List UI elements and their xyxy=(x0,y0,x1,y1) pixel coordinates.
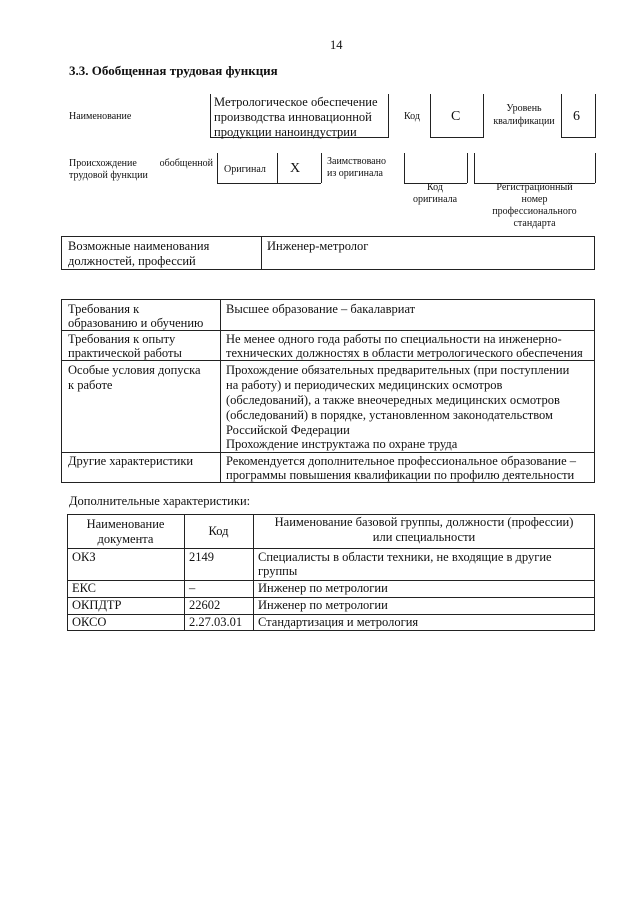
section-title: 3.3. Обобщенная трудовая функция xyxy=(69,63,278,78)
add-row-1-doc: ОКЗ xyxy=(72,550,96,564)
req-3-value-6: Прохождение инструктажа по охране труда xyxy=(226,437,458,451)
add-row-2-code: – xyxy=(189,581,196,595)
code-value: C xyxy=(451,109,461,124)
code-original-caption-1: Код xyxy=(427,182,443,193)
req-2-label-2: практической работы xyxy=(68,346,182,360)
req-2-value-1: Не менее одного года работы по специальности на инженерно- xyxy=(226,332,562,346)
header-code: Код xyxy=(208,524,229,538)
reg-caption-2: номер xyxy=(521,194,548,205)
positions-label-line-2: должностей, профессий xyxy=(68,254,196,268)
add-row-1-name-2: группы xyxy=(258,564,298,578)
additional-title: Дополнительные характеристики: xyxy=(69,494,251,508)
req-4-value-1: Рекомендуется дополнительное профессиональное образование – xyxy=(226,454,577,468)
req-3-label-1: Особые условия допуска xyxy=(68,363,201,377)
add-row-2-doc: ЕКС xyxy=(72,581,96,595)
code-label: Код xyxy=(404,111,420,122)
origin-mark: X xyxy=(290,161,301,176)
add-row-2-name-1: Инженер по метрологии xyxy=(258,581,388,595)
header-doc-1: Наименование xyxy=(86,517,165,531)
add-row-3-doc: ОКПДТР xyxy=(72,598,122,612)
origin-label-line-2: трудовой функции xyxy=(69,170,148,181)
level-label-line-2: квалификации xyxy=(493,116,555,127)
positions-label-line-1: Возможные наименования xyxy=(68,239,210,253)
req-1-label-2: образованию и обучению xyxy=(68,316,204,330)
reg-caption-3: профессионального xyxy=(492,206,577,217)
req-2-value-2: технических должностях в области метрологического обеспечения xyxy=(226,346,583,360)
add-row-4-name-1: Стандартизация и метрология xyxy=(258,615,419,629)
header-group-2: или специальности xyxy=(372,530,476,544)
name-value-line-1: Метрологическое обеспечение xyxy=(214,95,378,109)
name-value-line-3: продукции наноиндустрии xyxy=(214,125,357,139)
add-row-1-code: 2149 xyxy=(189,550,214,564)
req-3-value-1: Прохождение обязательных предварительных (при поступлении xyxy=(226,363,570,377)
borrowed-label-line-1: Заимствовано xyxy=(327,156,386,167)
header-doc-2: документа xyxy=(97,532,154,546)
level-value: 6 xyxy=(573,109,580,124)
name-value-line-2: производства инновационной xyxy=(214,110,372,124)
reg-caption-4: стандарта xyxy=(513,218,556,229)
name-label: Наименование xyxy=(69,111,132,122)
req-3-value-2: на работу) и периодических медицинских осмотров xyxy=(226,378,503,392)
req-4-value-2: программы повышения квалификации по профилю деятельности xyxy=(226,468,575,482)
header-group-1: Наименование базовой группы, должности (профессии) xyxy=(274,515,574,529)
code-original-caption-2: оригинала xyxy=(412,194,458,205)
req-3-label-2: к работе xyxy=(68,378,113,392)
positions-value: Инженер-метролог xyxy=(267,239,369,253)
origin-label-line-1: Происхождение обобщенной xyxy=(69,158,213,169)
original-label: Оригинал xyxy=(224,164,266,175)
reg-caption-1: Регистрационный xyxy=(496,182,573,193)
add-row-4-doc: ОКСО xyxy=(72,615,107,629)
req-4-label-1: Другие характеристики xyxy=(68,454,194,468)
page-number: 14 xyxy=(330,38,343,52)
add-row-3-code: 22602 xyxy=(189,598,221,612)
req-1-value-1: Высшее образование – бакалавриат xyxy=(226,302,416,316)
req-1-label-1: Требования к xyxy=(68,302,140,316)
add-row-4-code: 2.27.03.01 xyxy=(189,615,243,629)
req-2-label-1: Требования к опыту xyxy=(68,332,176,346)
req-3-value-3: (обследований), а также внеочередных медицинских осмотров xyxy=(226,393,560,407)
add-row-1-name-1: Специалисты в области техники, не входящие в другие xyxy=(258,550,552,564)
add-row-3-name-1: Инженер по метрологии xyxy=(258,598,388,612)
req-3-value-4: (обследований) в порядке, установленном законодательством xyxy=(226,408,553,422)
borrowed-label-line-2: из оригинала xyxy=(327,168,383,179)
req-3-value-5: Российской Федерации xyxy=(226,423,350,437)
level-label-line-1: Уровень xyxy=(506,103,542,114)
